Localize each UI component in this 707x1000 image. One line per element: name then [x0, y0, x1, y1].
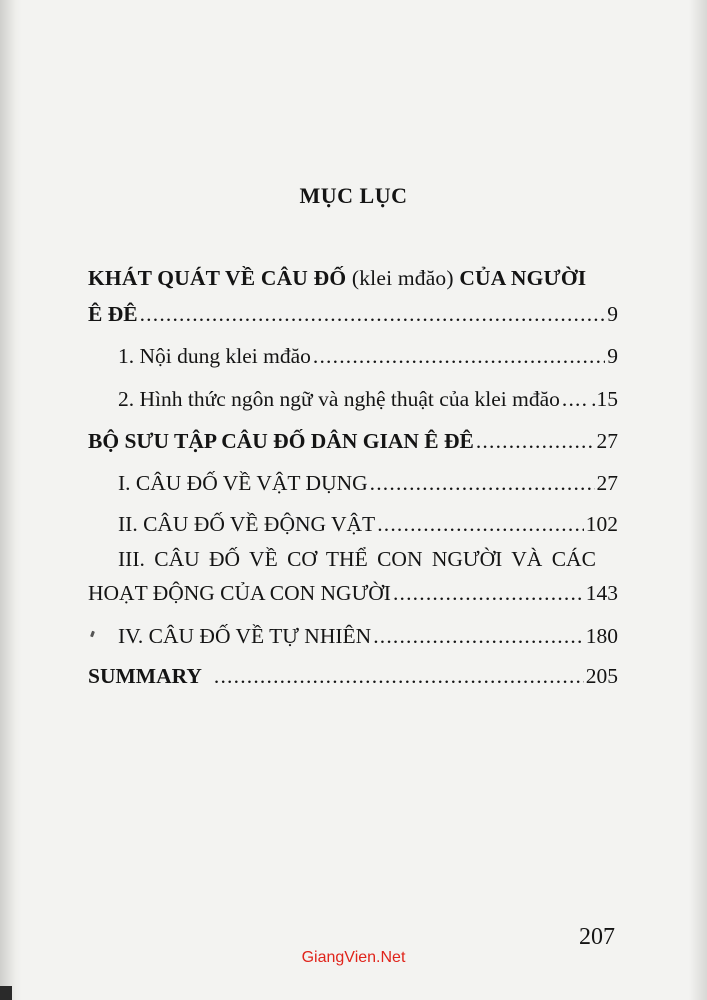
toc-entry-page: 9 [607, 344, 618, 368]
toc-entry-summary[interactable] [88, 664, 618, 689]
toc-entry-vat-dung[interactable] [118, 471, 618, 496]
page-edge-shadow [689, 0, 707, 1000]
page-binding-shadow [0, 0, 22, 1000]
toc-entry-page: 205 [585, 664, 618, 688]
toc-entry-label: II. CÂU ĐỐ VỀ ĐỘNG VẬT [118, 512, 376, 536]
toc-entry-bo-suu-tap[interactable] [88, 429, 618, 454]
toc-entry-page: .15 [591, 387, 618, 411]
toc-entry-label: I. CÂU ĐỐ VỀ VẬT DỤNG [118, 471, 368, 495]
toc-entry-page: 27 [596, 471, 618, 495]
dot-leader [140, 302, 606, 327]
dot-leader [370, 471, 595, 496]
dot-leader [373, 624, 584, 649]
toc-entry-page: 143 [585, 581, 618, 605]
toc-entry-label: Ê ĐÊ [88, 302, 138, 326]
toc-entry-label: BỘ SƯU TẬP CÂU ĐỐ DÂN GIAN Ê ĐÊ [88, 429, 474, 453]
toc-entry-page: 27 [596, 429, 618, 453]
toc-entry-khat-quat-line1: KHÁT QUÁT VỀ CÂU ĐỐ (klei mđăo) CỦA NGƯỜI [88, 266, 587, 290]
dot-leader [476, 429, 595, 454]
page-number: 207 [579, 924, 615, 950]
ink-speck [90, 631, 95, 638]
dot-leader [313, 344, 605, 369]
toc-entry-hinh-thuc[interactable] [118, 387, 618, 412]
toc-entry-noi-dung[interactable] [118, 344, 618, 369]
toc-entry-label: IV. CÂU ĐỐ VỀ TỰ NHIÊN [118, 624, 372, 648]
toc-entry-co-the[interactable] [88, 581, 618, 606]
toc-entry-page: 180 [585, 624, 618, 648]
toc-entry-label: 1. Nội dung klei mđăo [118, 344, 311, 368]
watermark: GiangVien.Net [301, 949, 406, 966]
toc-entry-co-the-line1: III. CÂU ĐỐ VỀ CƠ THỂ CON NGƯỜI VÀ CÁC [118, 547, 596, 571]
toc-entry-page: 102 [585, 512, 618, 536]
toc-entry-dong-vat[interactable] [118, 512, 618, 537]
scan-corner-mark [0, 986, 12, 1000]
toc-entry-label: HOẠT ĐỘNG CỦA CON NGƯỜI [88, 581, 391, 605]
page-title: MỤC LỤC [299, 183, 408, 208]
dot-leader [377, 512, 584, 537]
toc-entry-page: 9 [607, 302, 618, 326]
toc-entry-tu-nhien[interactable] [118, 624, 618, 649]
dot-leader [562, 387, 589, 412]
toc-entry-label: 2. Hình thức ngôn ngữ và nghệ thuật của klei mđăo [118, 387, 560, 411]
toc-entry-label: SUMMARY [88, 664, 202, 688]
dot-leader [214, 664, 584, 689]
dot-leader [393, 581, 584, 606]
toc-entry-khat-quat[interactable] [88, 302, 618, 327]
